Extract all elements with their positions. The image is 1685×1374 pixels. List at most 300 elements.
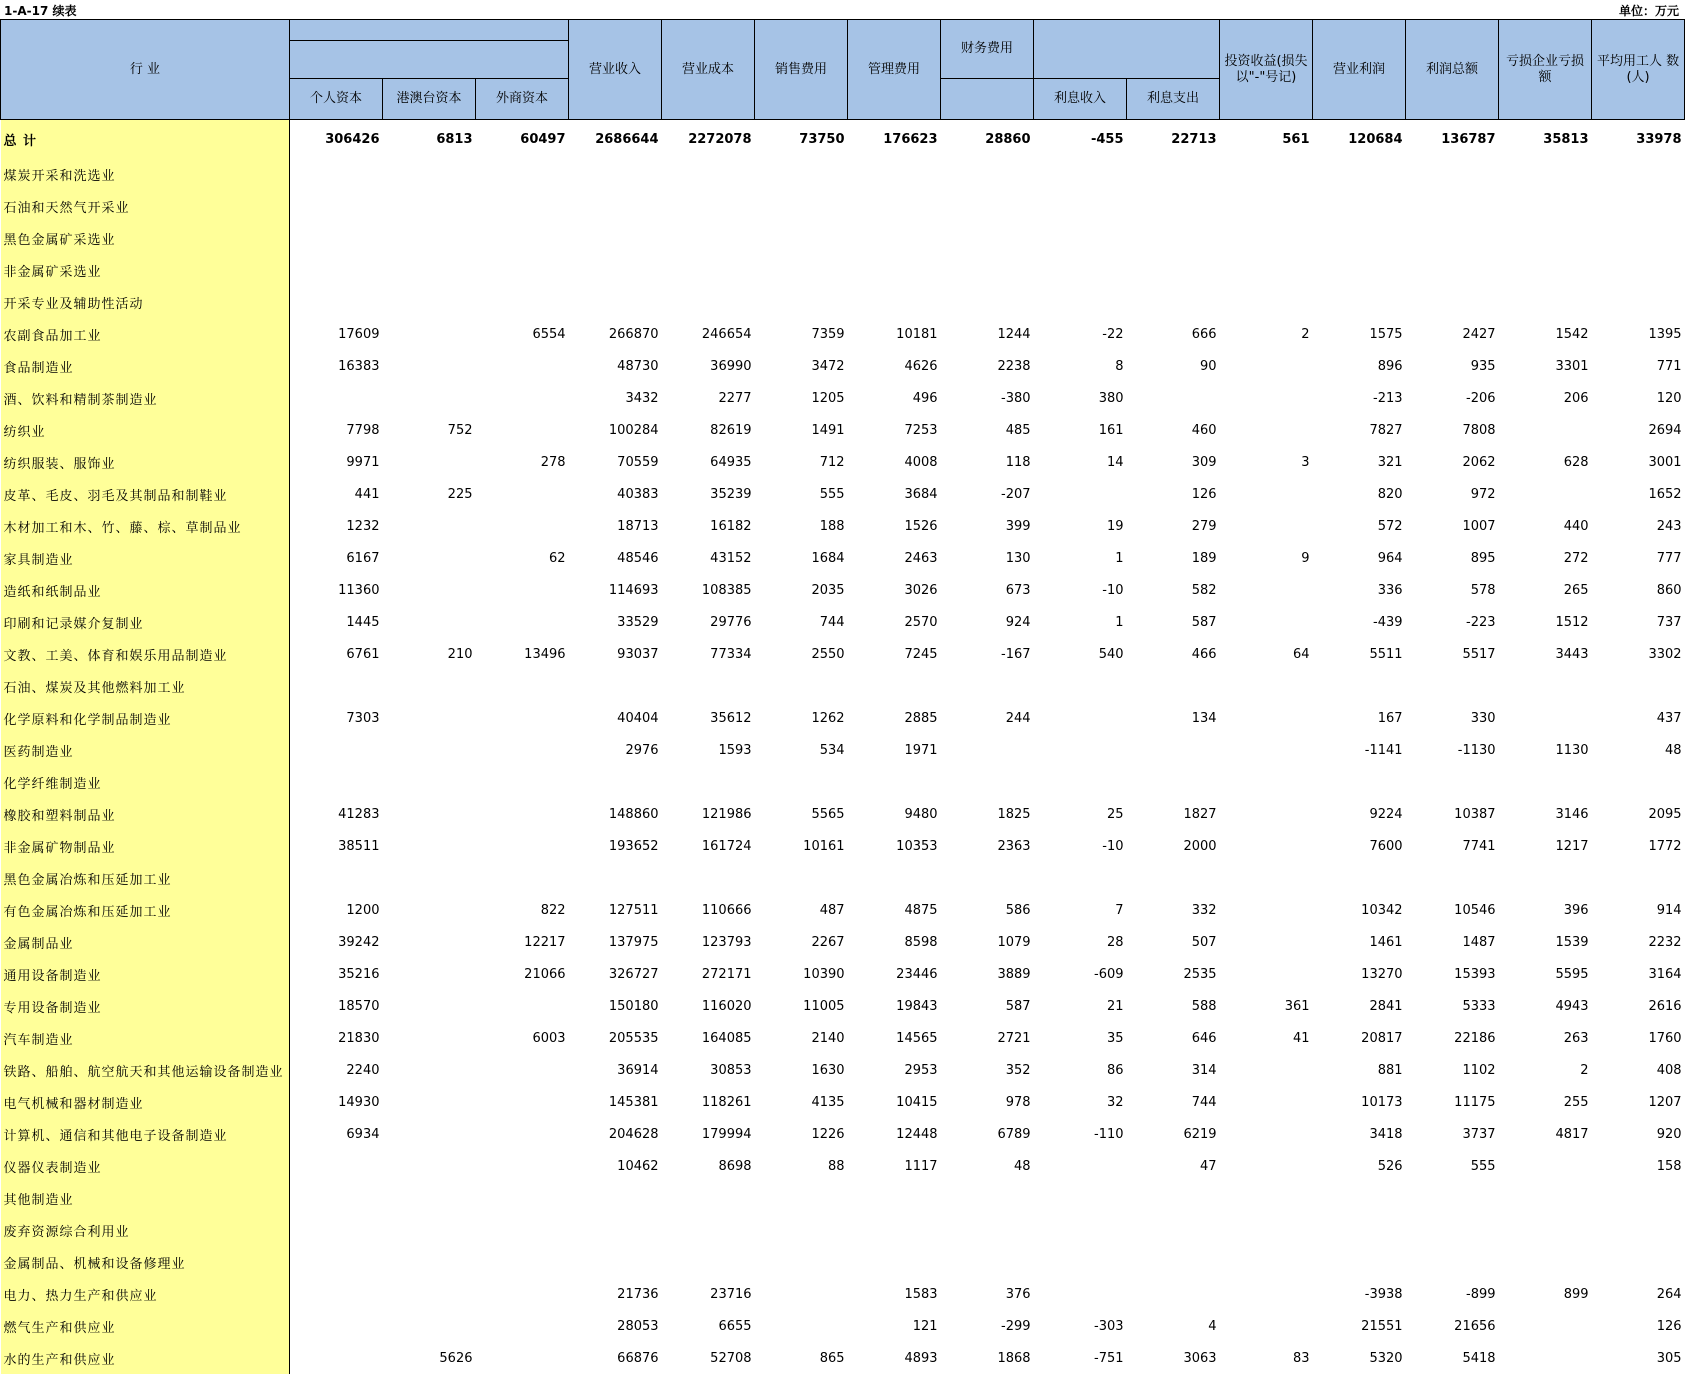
- value-cell: [1313, 670, 1406, 702]
- value-cell: 17609: [290, 318, 383, 350]
- value-cell: 712: [755, 446, 848, 478]
- value-cell: [290, 1310, 383, 1342]
- value-cell: 14930: [290, 1086, 383, 1118]
- value-cell: 914: [1592, 894, 1685, 926]
- value-cell: 3472: [755, 350, 848, 382]
- value-cell: 5511: [1313, 638, 1406, 670]
- value-cell: 4: [1127, 1310, 1220, 1342]
- value-cell: 2238: [941, 350, 1034, 382]
- value-cell: [662, 670, 755, 702]
- value-cell: [1220, 350, 1313, 382]
- value-cell: 62: [476, 542, 569, 574]
- table-row: [1, 222, 1685, 254]
- value-cell: 16383: [290, 350, 383, 382]
- value-cell: [1127, 382, 1220, 414]
- value-cell: 3164: [1592, 958, 1685, 990]
- value-cell: 189: [1127, 542, 1220, 574]
- value-cell: 9: [1220, 542, 1313, 574]
- value-cell: 1868: [941, 1342, 1034, 1374]
- value-cell: -1141: [1313, 734, 1406, 766]
- value-cell: [662, 1214, 755, 1246]
- value-cell: 36990: [662, 350, 755, 382]
- table-row: [1, 958, 1685, 990]
- value-cell: [662, 222, 755, 254]
- table-row: [1, 286, 1685, 318]
- industry-name-cell: 食品制造业: [1, 350, 290, 382]
- value-cell: 2721: [941, 1022, 1034, 1054]
- value-cell: [569, 766, 662, 798]
- table-row: [1, 158, 1685, 190]
- value-cell: 1130: [1499, 734, 1592, 766]
- value-cell: 587: [941, 990, 1034, 1022]
- value-cell: [755, 670, 848, 702]
- value-cell: [755, 1246, 848, 1278]
- value-cell: 587: [1127, 606, 1220, 638]
- value-cell: 108385: [662, 574, 755, 606]
- value-cell: 3001: [1592, 446, 1685, 478]
- value-cell: 2035: [755, 574, 848, 606]
- value-cell: 526: [1313, 1150, 1406, 1182]
- value-cell: 126: [1127, 478, 1220, 510]
- value-cell: 4626: [848, 350, 941, 382]
- value-cell: 2240: [290, 1054, 383, 1086]
- value-cell: 978: [941, 1086, 1034, 1118]
- value-cell: [290, 1278, 383, 1310]
- value-cell: [476, 1310, 569, 1342]
- value-cell: 33978: [1592, 120, 1685, 159]
- value-cell: [383, 446, 476, 478]
- value-cell: [1313, 1246, 1406, 1278]
- value-cell: 30853: [662, 1054, 755, 1086]
- value-cell: 2: [1220, 318, 1313, 350]
- value-cell: 1244: [941, 318, 1034, 350]
- value-cell: 10415: [848, 1086, 941, 1118]
- value-cell: [1034, 158, 1127, 190]
- table-row: [1, 478, 1685, 510]
- value-cell: 4135: [755, 1086, 848, 1118]
- value-cell: 118261: [662, 1086, 755, 1118]
- industry-name-cell: 专用设备制造业: [1, 990, 290, 1022]
- value-cell: [383, 734, 476, 766]
- value-cell: [1592, 1214, 1685, 1246]
- value-cell: [1034, 862, 1127, 894]
- value-cell: [662, 158, 755, 190]
- table-row: [1, 798, 1685, 830]
- value-cell: [941, 862, 1034, 894]
- value-cell: [1220, 414, 1313, 446]
- value-cell: [569, 190, 662, 222]
- value-cell: 25: [1034, 798, 1127, 830]
- total-row: [1, 120, 1685, 159]
- value-cell: -167: [941, 638, 1034, 670]
- table-row: [1, 350, 1685, 382]
- value-cell: 1207: [1592, 1086, 1685, 1118]
- value-cell: 158: [1592, 1150, 1685, 1182]
- value-cell: [1127, 766, 1220, 798]
- value-cell: 972: [1406, 478, 1499, 510]
- value-cell: 93037: [569, 638, 662, 670]
- table-row: [1, 414, 1685, 446]
- table-id: 1-A-17 续表: [4, 2, 76, 19]
- value-cell: 1684: [755, 542, 848, 574]
- value-cell: 41283: [290, 798, 383, 830]
- value-cell: 6789: [941, 1118, 1034, 1150]
- value-cell: [1499, 222, 1592, 254]
- table-row: [1, 1118, 1685, 1150]
- value-cell: 10387: [1406, 798, 1499, 830]
- value-cell: [383, 350, 476, 382]
- value-cell: 437: [1592, 702, 1685, 734]
- industry-name-cell: 木材加工和木、竹、藤、棕、草制品业: [1, 510, 290, 542]
- value-cell: [476, 382, 569, 414]
- table-row: [1, 1086, 1685, 1118]
- value-cell: [1220, 766, 1313, 798]
- industry-name-cell: 通用设备制造业: [1, 958, 290, 990]
- table-row: [1, 254, 1685, 286]
- table-row: [1, 734, 1685, 766]
- value-cell: 2550: [755, 638, 848, 670]
- value-cell: 193652: [569, 830, 662, 862]
- value-cell: 881: [1313, 1054, 1406, 1086]
- value-cell: 2095: [1592, 798, 1685, 830]
- value-cell: 19: [1034, 510, 1127, 542]
- value-cell: 326727: [569, 958, 662, 990]
- value-cell: 1772: [1592, 830, 1685, 862]
- value-cell: [1220, 1278, 1313, 1310]
- value-cell: 150180: [569, 990, 662, 1022]
- value-cell: [755, 1214, 848, 1246]
- value-cell: [941, 766, 1034, 798]
- value-cell: [383, 318, 476, 350]
- value-cell: [476, 222, 569, 254]
- value-cell: 964: [1313, 542, 1406, 574]
- value-cell: 15393: [1406, 958, 1499, 990]
- value-cell: 1542: [1499, 318, 1592, 350]
- value-cell: 6554: [476, 318, 569, 350]
- value-cell: 11360: [290, 574, 383, 606]
- value-cell: [383, 990, 476, 1022]
- value-cell: 2000: [1127, 830, 1220, 862]
- value-cell: 6003: [476, 1022, 569, 1054]
- value-cell: [662, 766, 755, 798]
- value-cell: 21830: [290, 1022, 383, 1054]
- value-cell: [476, 478, 569, 510]
- value-cell: [1034, 734, 1127, 766]
- value-cell: 3: [1220, 446, 1313, 478]
- value-cell: [383, 254, 476, 286]
- value-cell: 9224: [1313, 798, 1406, 830]
- value-cell: [1499, 286, 1592, 318]
- value-cell: [383, 1054, 476, 1086]
- value-cell: [1220, 830, 1313, 862]
- value-cell: 22713: [1127, 120, 1220, 159]
- value-cell: [1220, 670, 1313, 702]
- value-cell: 361: [1220, 990, 1313, 1022]
- value-cell: [1406, 254, 1499, 286]
- value-cell: [848, 1214, 941, 1246]
- value-cell: [1499, 702, 1592, 734]
- industry-name-cell: 医药制造业: [1, 734, 290, 766]
- value-cell: 1487: [1406, 926, 1499, 958]
- value-cell: -206: [1406, 382, 1499, 414]
- value-cell: [1220, 798, 1313, 830]
- industry-name-cell: 非金属矿物制品业: [1, 830, 290, 862]
- value-cell: [569, 1182, 662, 1214]
- value-cell: [1406, 222, 1499, 254]
- value-cell: [1127, 1214, 1220, 1246]
- value-cell: 130: [941, 542, 1034, 574]
- value-cell: 1971: [848, 734, 941, 766]
- table-row: [1, 1150, 1685, 1182]
- value-cell: 73750: [755, 120, 848, 159]
- value-cell: [1592, 158, 1685, 190]
- value-cell: [755, 1310, 848, 1342]
- industry-name-cell: 金属制品、机械和设备修理业: [1, 1246, 290, 1278]
- value-cell: [848, 862, 941, 894]
- value-cell: [383, 1086, 476, 1118]
- value-cell: 2277: [662, 382, 755, 414]
- table-row: [1, 446, 1685, 478]
- unit-label: 单位：万元: [1619, 2, 1679, 19]
- value-cell: -10: [1034, 830, 1127, 862]
- value-cell: 278: [476, 446, 569, 478]
- value-cell: 13496: [476, 638, 569, 670]
- value-cell: 2267: [755, 926, 848, 958]
- table-row: [1, 862, 1685, 894]
- value-cell: [1220, 1310, 1313, 1342]
- industry-name-cell: 废弃资源综合利用业: [1, 1214, 290, 1246]
- value-cell: 10353: [848, 830, 941, 862]
- value-cell: [1220, 926, 1313, 958]
- industry-name-cell: 石油、煤炭及其他燃料加工业: [1, 670, 290, 702]
- value-cell: 264: [1592, 1278, 1685, 1310]
- value-cell: 935: [1406, 350, 1499, 382]
- value-cell: 1583: [848, 1278, 941, 1310]
- table-row: [1, 1022, 1685, 1054]
- value-cell: [476, 862, 569, 894]
- value-cell: [1499, 670, 1592, 702]
- value-cell: 380: [1034, 382, 1127, 414]
- value-cell: 2232: [1592, 926, 1685, 958]
- value-cell: [1499, 190, 1592, 222]
- value-cell: 1593: [662, 734, 755, 766]
- value-cell: [383, 1214, 476, 1246]
- value-cell: [1034, 222, 1127, 254]
- value-cell: [383, 542, 476, 574]
- industry-name-cell: 总 计: [1, 120, 290, 159]
- table-row: [1, 638, 1685, 670]
- value-cell: 2570: [848, 606, 941, 638]
- header-personal-capital: 个人资本: [290, 79, 383, 120]
- table-row: [1, 606, 1685, 638]
- value-cell: 22186: [1406, 1022, 1499, 1054]
- header-avg-employees: 平均用工人 数(人): [1592, 20, 1685, 120]
- value-cell: -455: [1034, 120, 1127, 159]
- value-cell: -299: [941, 1310, 1034, 1342]
- value-cell: [569, 286, 662, 318]
- value-cell: 13270: [1313, 958, 1406, 990]
- table-row: [1, 990, 1685, 1022]
- value-cell: [1313, 286, 1406, 318]
- table-row: [1, 542, 1685, 574]
- value-cell: 771: [1592, 350, 1685, 382]
- value-cell: [476, 414, 569, 446]
- value-cell: 20817: [1313, 1022, 1406, 1054]
- value-cell: 2463: [848, 542, 941, 574]
- value-cell: 352: [941, 1054, 1034, 1086]
- value-cell: 123793: [662, 926, 755, 958]
- value-cell: [383, 222, 476, 254]
- value-cell: [1220, 574, 1313, 606]
- value-cell: [476, 286, 569, 318]
- value-cell: [1127, 254, 1220, 286]
- value-cell: 5418: [1406, 1342, 1499, 1374]
- table-row: [1, 766, 1685, 798]
- industry-name-cell: 文教、工美、体育和娱乐用品制造业: [1, 638, 290, 670]
- value-cell: 10181: [848, 318, 941, 350]
- value-cell: 48: [1592, 734, 1685, 766]
- value-cell: [383, 606, 476, 638]
- value-cell: 321: [1313, 446, 1406, 478]
- value-cell: 9480: [848, 798, 941, 830]
- value-cell: 18570: [290, 990, 383, 1022]
- value-cell: 4817: [1499, 1118, 1592, 1150]
- header-finance-subgroup: [1034, 20, 1220, 79]
- value-cell: [1592, 286, 1685, 318]
- value-cell: [755, 254, 848, 286]
- value-cell: 6167: [290, 542, 383, 574]
- value-cell: 752: [383, 414, 476, 446]
- value-cell: 206: [1499, 382, 1592, 414]
- value-cell: 10342: [1313, 894, 1406, 926]
- industry-name-cell: 皮革、毛皮、羽毛及其制品和制鞋业: [1, 478, 290, 510]
- table-row: [1, 894, 1685, 926]
- value-cell: 118: [941, 446, 1034, 478]
- value-cell: [1499, 1246, 1592, 1278]
- value-cell: [1127, 734, 1220, 766]
- value-cell: [1127, 670, 1220, 702]
- value-cell: -1130: [1406, 734, 1499, 766]
- value-cell: [569, 222, 662, 254]
- value-cell: [662, 254, 755, 286]
- value-cell: [848, 1182, 941, 1214]
- industry-name-cell: 印刷和记录媒介复制业: [1, 606, 290, 638]
- value-cell: [755, 286, 848, 318]
- value-cell: [1313, 190, 1406, 222]
- value-cell: 744: [1127, 1086, 1220, 1118]
- value-cell: 2535: [1127, 958, 1220, 990]
- value-cell: [1592, 1182, 1685, 1214]
- value-cell: 1232: [290, 510, 383, 542]
- value-cell: 1395: [1592, 318, 1685, 350]
- value-cell: [290, 382, 383, 414]
- value-cell: 29776: [662, 606, 755, 638]
- value-cell: 1575: [1313, 318, 1406, 350]
- value-cell: 646: [1127, 1022, 1220, 1054]
- value-cell: 110666: [662, 894, 755, 926]
- value-cell: 7741: [1406, 830, 1499, 862]
- value-cell: [1313, 1182, 1406, 1214]
- value-cell: 2694: [1592, 414, 1685, 446]
- value-cell: 777: [1592, 542, 1685, 574]
- table-row: [1, 382, 1685, 414]
- industry-name-cell: 水的生产和供应业: [1, 1342, 290, 1374]
- value-cell: [1499, 478, 1592, 510]
- value-cell: [476, 158, 569, 190]
- value-cell: 306426: [290, 120, 383, 159]
- industry-name-cell: 金属制品业: [1, 926, 290, 958]
- value-cell: [1220, 286, 1313, 318]
- value-cell: [1127, 1182, 1220, 1214]
- value-cell: [1592, 254, 1685, 286]
- value-cell: 3737: [1406, 1118, 1499, 1150]
- value-cell: [1220, 254, 1313, 286]
- value-cell: 28: [1034, 926, 1127, 958]
- value-cell: 21: [1034, 990, 1127, 1022]
- value-cell: 161: [1034, 414, 1127, 446]
- value-cell: [476, 1246, 569, 1278]
- value-cell: 1827: [1127, 798, 1220, 830]
- value-cell: [848, 670, 941, 702]
- value-cell: 136787: [1406, 120, 1499, 159]
- value-cell: 88: [755, 1150, 848, 1182]
- value-cell: [1220, 158, 1313, 190]
- table-row: [1, 702, 1685, 734]
- value-cell: [1220, 958, 1313, 990]
- value-cell: 3026: [848, 574, 941, 606]
- value-cell: 860: [1592, 574, 1685, 606]
- value-cell: 148860: [569, 798, 662, 830]
- value-cell: [1499, 158, 1592, 190]
- value-cell: 3146: [1499, 798, 1592, 830]
- header-investment-income: 投资收益(损失以"-"号记): [1220, 20, 1313, 120]
- value-cell: 1630: [755, 1054, 848, 1086]
- value-cell: [1034, 478, 1127, 510]
- value-cell: [1592, 190, 1685, 222]
- industry-name-cell: 纺织业: [1, 414, 290, 446]
- value-cell: 40383: [569, 478, 662, 510]
- value-cell: 1117: [848, 1150, 941, 1182]
- value-cell: 330: [1406, 702, 1499, 734]
- value-cell: 39242: [290, 926, 383, 958]
- industry-name-cell: 化学纤维制造业: [1, 766, 290, 798]
- value-cell: 7253: [848, 414, 941, 446]
- value-cell: 737: [1592, 606, 1685, 638]
- value-cell: 582: [1127, 574, 1220, 606]
- value-cell: [1406, 190, 1499, 222]
- value-cell: [383, 1246, 476, 1278]
- value-cell: [662, 286, 755, 318]
- value-cell: [290, 734, 383, 766]
- value-cell: 35813: [1499, 120, 1592, 159]
- value-cell: 924: [941, 606, 1034, 638]
- industry-name-cell: 电气机械和器材制造业: [1, 1086, 290, 1118]
- value-cell: 1102: [1406, 1054, 1499, 1086]
- value-cell: [290, 1150, 383, 1182]
- value-cell: [1220, 1214, 1313, 1246]
- table-row: [1, 510, 1685, 542]
- value-cell: -223: [1406, 606, 1499, 638]
- value-cell: 114693: [569, 574, 662, 606]
- value-cell: [1592, 670, 1685, 702]
- value-cell: 396: [1499, 894, 1592, 926]
- value-cell: [383, 702, 476, 734]
- value-cell: 2686644: [569, 120, 662, 159]
- value-cell: 3443: [1499, 638, 1592, 670]
- value-cell: 5333: [1406, 990, 1499, 1022]
- value-cell: [1220, 510, 1313, 542]
- industry-name-cell: 黑色金属冶炼和压延加工业: [1, 862, 290, 894]
